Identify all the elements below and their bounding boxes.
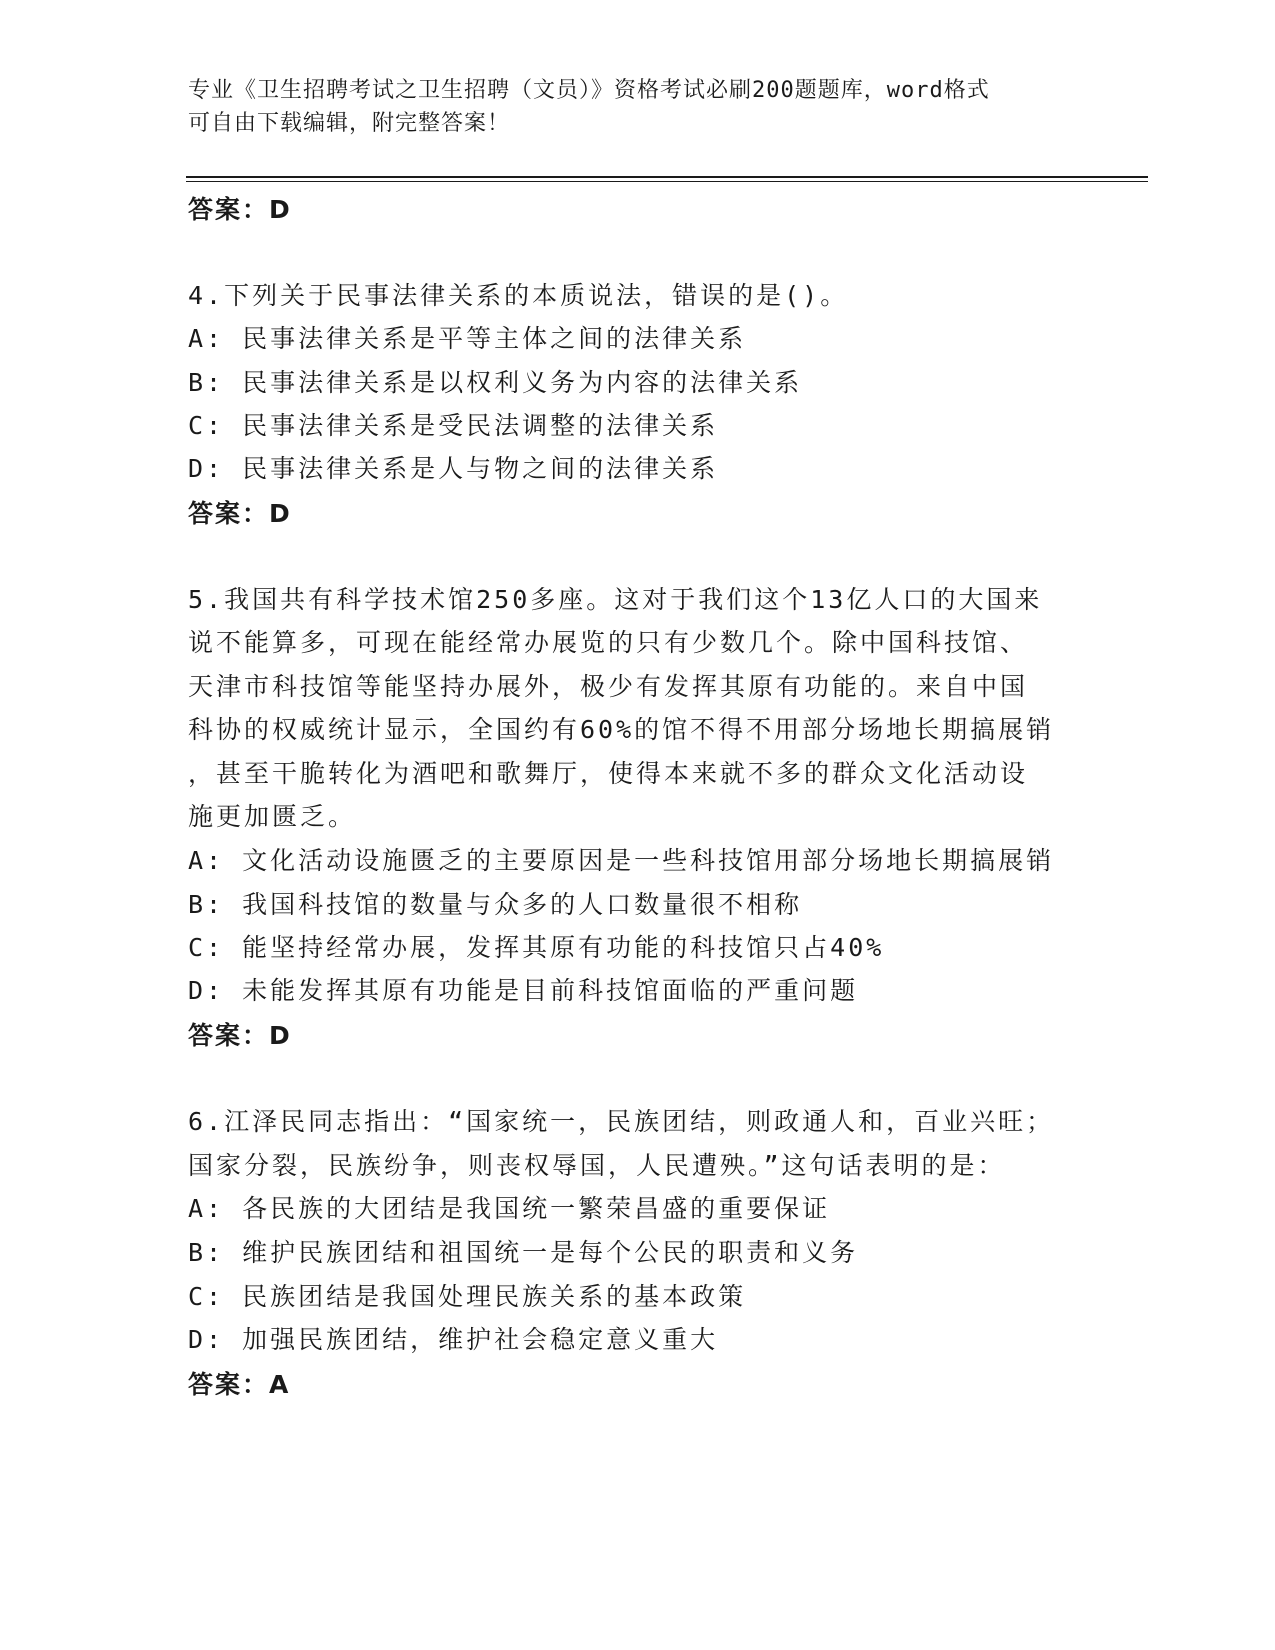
answer-q5: 答案：D	[188, 1021, 292, 1050]
question-5-option-d: D: 未能发挥其原有功能是目前科技馆面临的严重问题	[188, 976, 859, 1005]
question-5-stem-line-1: 5.我国共有科学技术馆250多座。这对于我们这个13亿人口的大国来	[188, 585, 1043, 614]
header-rule-thin	[186, 181, 1148, 182]
question-6-option-a: A: 各民族的大团结是我国统一繁荣昌盛的重要保证	[188, 1194, 831, 1223]
question-4-stem-line-1: 4.下列关于民事法律关系的本质说法，错误的是()。	[188, 281, 849, 310]
answer-q4: 答案：D	[188, 499, 292, 528]
question-6-stem-line-1: 6.江泽民同志指出：“国家统一，民族团结，则政通人和，百业兴旺；	[188, 1107, 1055, 1136]
header-line-1: 专业《卫生招聘考试之卫生招聘（文员）》资格考试必刷200题题库，word格式	[188, 78, 990, 103]
question-6-option-c: C: 民族团结是我国处理民族关系的基本政策	[188, 1282, 747, 1311]
question-6-option-d: D: 加强民族团结，维护社会稳定意义重大	[188, 1325, 719, 1354]
question-5-stem-line-3: 天津市科技馆等能坚持办展外，极少有发挥其原有功能的。来自中国	[188, 672, 1029, 701]
document-header	[188, 74, 1088, 140]
question-5-option-c: C: 能坚持经常办展，发挥其原有功能的科技馆只占40%	[188, 933, 885, 962]
question-4-option-b: B: 民事法律关系是以权利义务为内容的法律关系	[188, 368, 803, 397]
question-6-stem-line-2: 国家分裂，民族纷争，则丧权辱国，人民遭殃。”这句话表明的是：	[188, 1151, 1006, 1180]
question-5-stem-line-2: 说不能算多，可现在能经常办展览的只有少数几个。除中国科技馆、	[188, 628, 1029, 657]
answer-q3: 答案：D	[188, 195, 292, 224]
question-5-stem-line-4: 科协的权威统计显示，全国约有60%的馆不得不用部分场地长期搞展销	[188, 715, 1055, 744]
question-5-option-b: B: 我国科技馆的数量与众多的人口数量很不相称	[188, 890, 803, 919]
answer-q6: 答案：A	[188, 1370, 291, 1399]
header-rule-thick	[186, 176, 1148, 178]
question-4-option-a: A: 民事法律关系是平等主体之间的法律关系	[188, 324, 747, 353]
question-6-option-b: B: 维护民族团结和祖国统一是每个公民的职责和义务	[188, 1238, 859, 1267]
question-5-stem-line-5: ，甚至干脆转化为酒吧和歌舞厅，使得本来就不多的群众文化活动设	[188, 759, 1029, 788]
question-5-stem-line-6: 施更加匮乏。	[188, 802, 357, 831]
question-5-option-a: A: 文化活动设施匮乏的主要原因是一些科技馆用部分场地长期搞展销	[188, 846, 1055, 875]
header-line-2: 可自由下载编辑，附完整答案！	[188, 111, 511, 136]
question-4-option-d: D: 民事法律关系是人与物之间的法律关系	[188, 454, 719, 483]
question-4-option-c: C: 民事法律关系是受民法调整的法律关系	[188, 411, 719, 440]
